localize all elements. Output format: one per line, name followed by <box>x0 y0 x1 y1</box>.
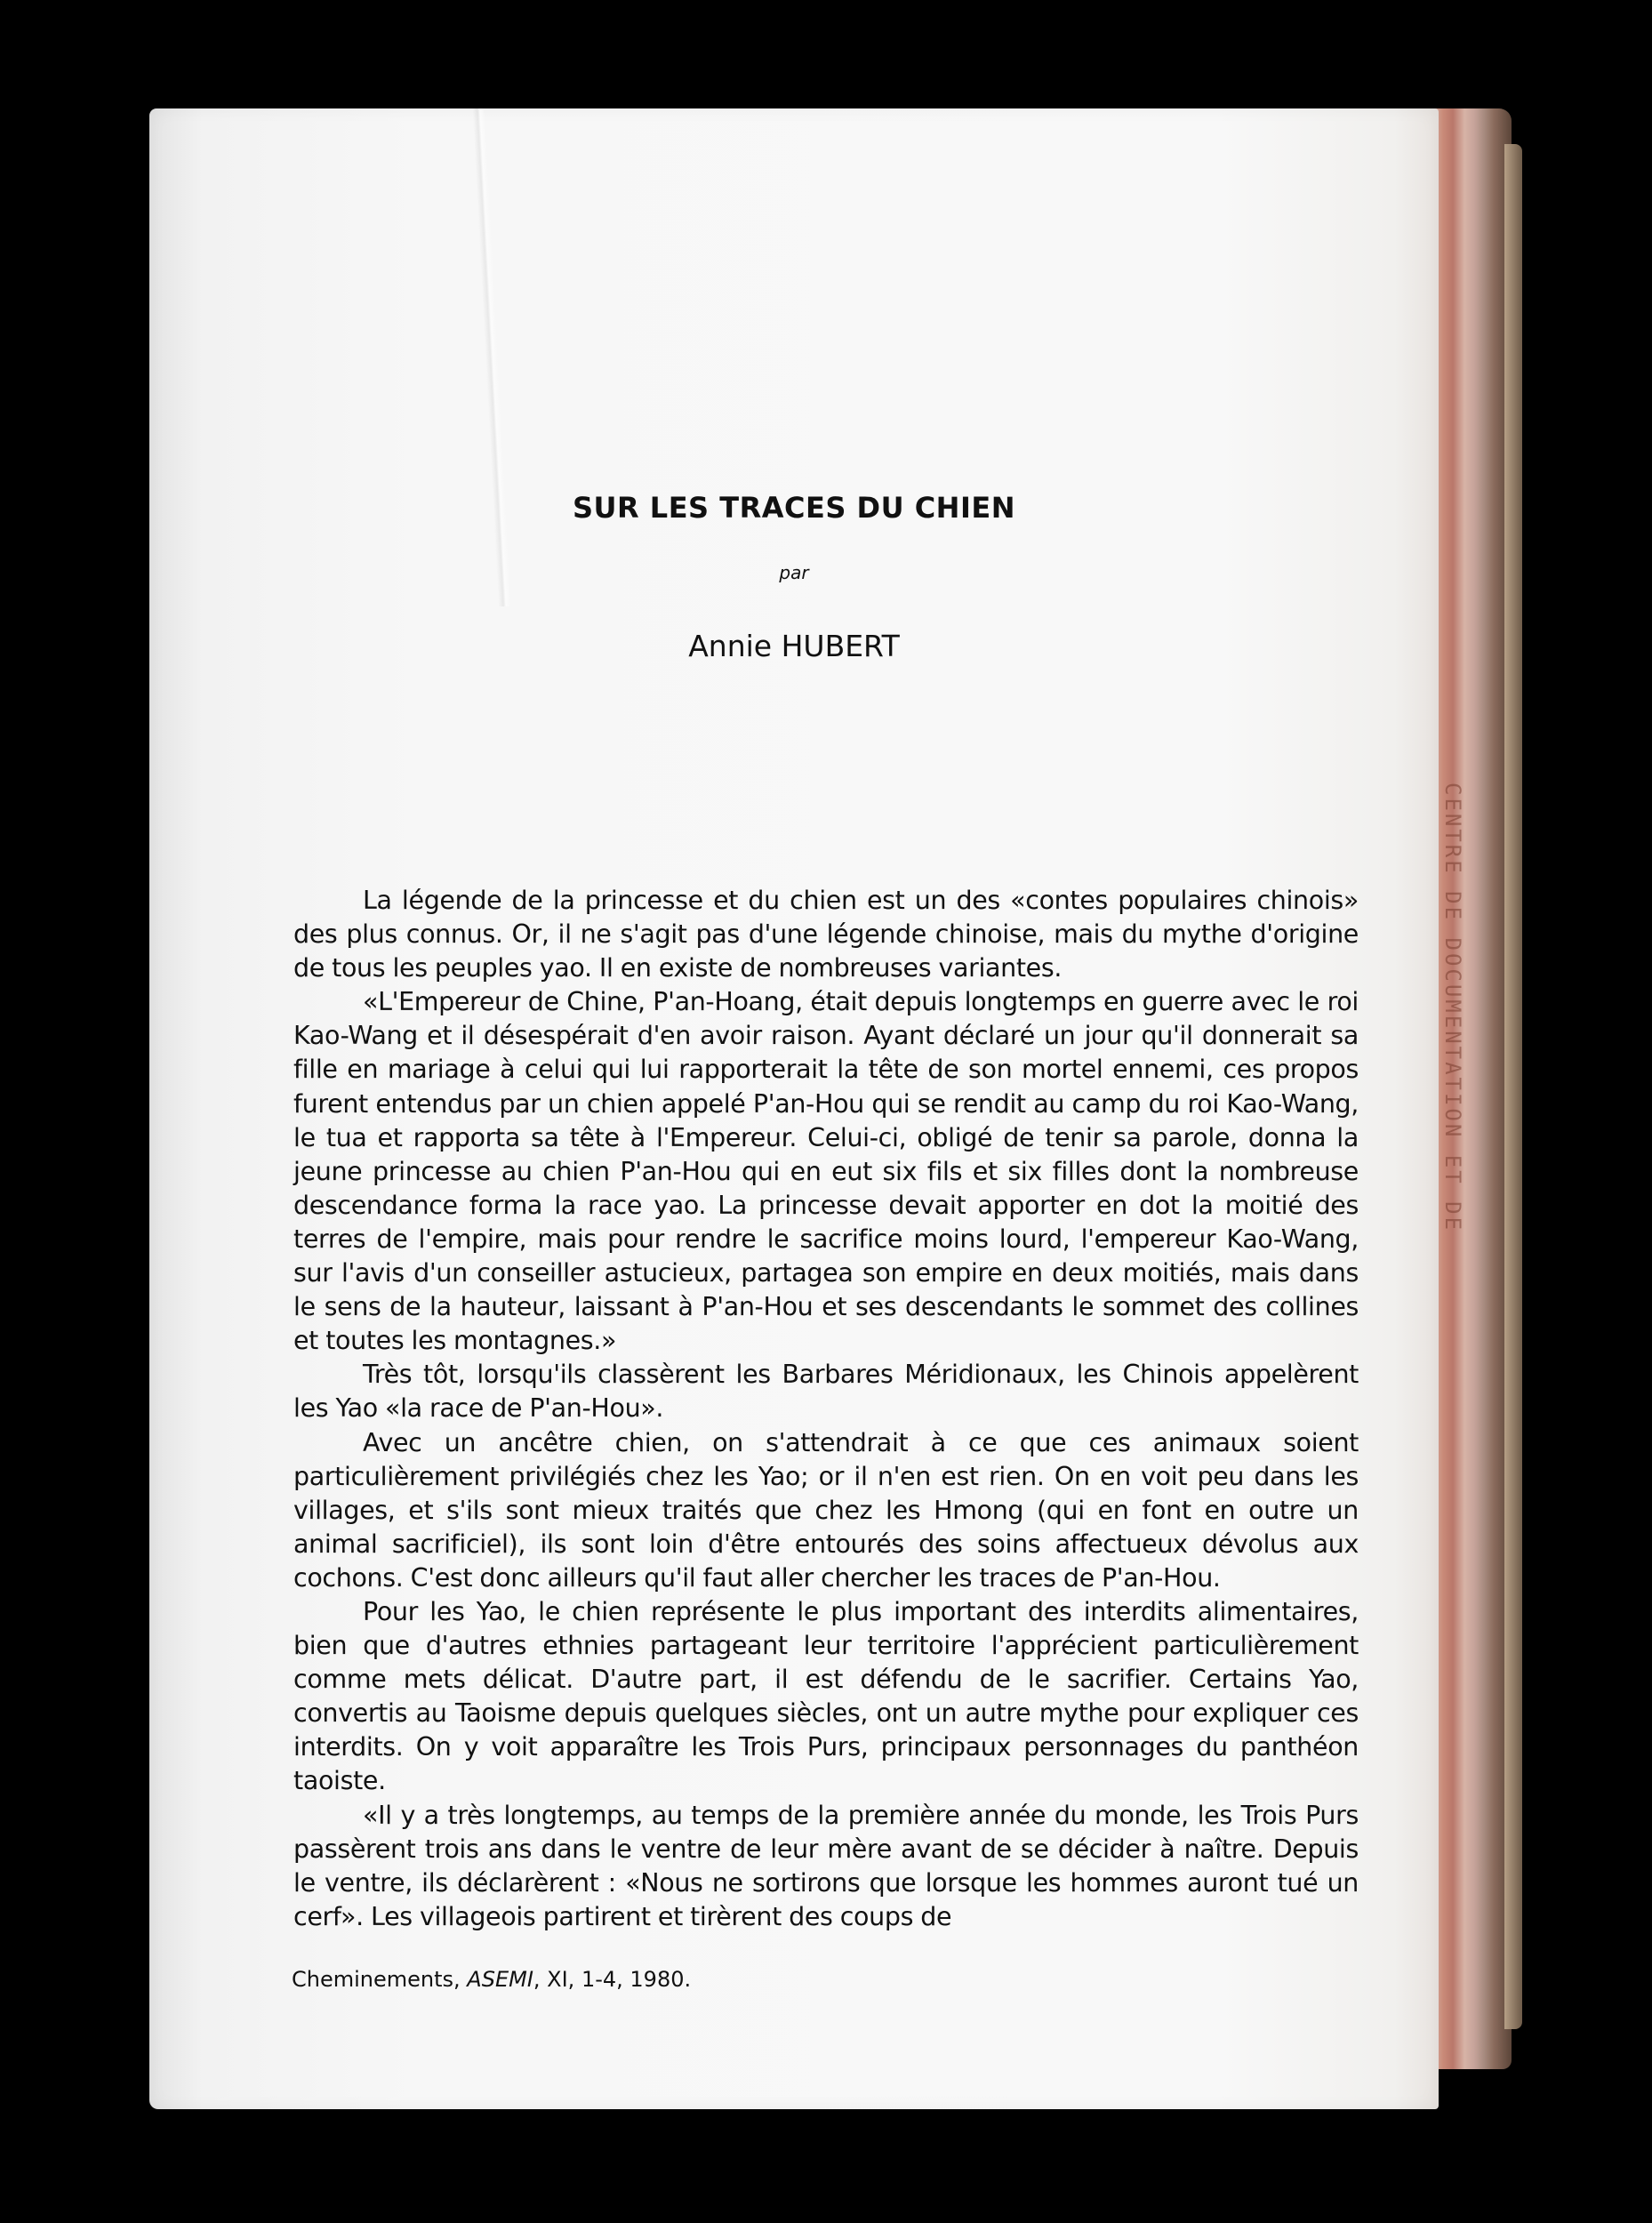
citation-prefix: Cheminements, <box>292 1967 468 1992</box>
paragraph: Très tôt, lorsqu'ils classèrent les Barbares Méridionaux, les Chinois appelèrent les Yao «la race de P'an-Hou». <box>293 1360 1359 1424</box>
book-page <box>149 108 1439 2109</box>
page-crease <box>472 108 510 606</box>
citation-suffix: , XI, 1-4, 1980. <box>533 1967 692 1992</box>
by-line: par <box>779 562 809 583</box>
paragraph: La légende de la princesse et du chien est un des «contes populaires chinois» des plus connus. Or, il ne s'agit pas d'une légende chinoise, mais du mythe d'origine de tous les peuples yao. Il en existe de nombreuses variantes. <box>293 886 1359 983</box>
citation-footer <box>292 1967 691 1992</box>
paragraph: «Il y a très longtemps, au temps de la première année du monde, les Trois Purs passèrent trois ans dans le ventre de leur mère avant de se décider à naître. Depuis le ventre, ils déclarèrent : «Nous ne sortirons que lorsque les hommes auront tué un cerf». Les villageois partirent et tirèrent des coups de <box>293 1800 1359 1931</box>
paragraph: Avec un ancêtre chien, on s'attendrait à ce que ces animaux soient particulièrement privilégiés chez les Yao; or il n'en est rien. On en voit peu dans les villages, et s'ils sont mieux traités que chez les Hmong (qui en font en outre un animal sacrificiel), ils sont loin d'être entourés des soins affectueux dévolus aux cochons. C'est donc ailleurs qu'il faut aller chercher les traces de P'an-Hou. <box>293 1427 1359 1593</box>
author-name: Annie HUBERT <box>688 629 900 663</box>
paragraph: «L'Empereur de Chine, P'an-Hoang, était depuis longtemps en guerre avec le roi Kao-Wang et il désespérait d'en avoir raison. Ayant déclaré un jour qu'il donnerait sa fille en mariage à celui qui lui rapporterait la tête de son mortel ennemi, ces propos furent entendus par un chien appelé P'an-Hou qui se rendit au camp du roi Kao-Wang, le tua et rapporta sa tête à l'Empereur. Celui-ci, obligé de tenir sa parole, donna la jeune princesse au chien P'an-Hou qui en eut six fils et six filles dont la nombreuse descendance forma la race yao. La princesse devait apporter en dot la moitié des terres de l'empire, mais pour rendre le sacrifice moins lourd, l'empereur Kao-Wang, sur l'avis d'un conseiller astucieux, partagea son empire en deux moitiés, mais dans le sens de la hauteur, laissant à P'an-Hou et ses descendants le sommet des collines et toutes les montagnes.» <box>293 987 1359 1356</box>
journal-name: ASEMI <box>467 1967 533 1992</box>
article-title: SUR LES TRACES DU CHIEN <box>572 491 1015 525</box>
paragraph: Pour les Yao, le chien représente le plus important des interdits alimentaires, bien que d'autres ethnies partageant leur territoire l'apprécient particulièrement comme mets délicat. D'autre part, il est défendu de le sacrifier. Certains Yao, convertis au Taoisme depuis quelques siècles, ont un autre mythe pour expliquer ces interdits. On y voit apparaître les Trois Purs, principaux personnages du panthéon taoiste. <box>293 1596 1359 1796</box>
article-body <box>293 884 1359 1934</box>
library-stamp-text: CENTRE DE DOCUMENTATION ET DE <box>1440 782 1465 1233</box>
